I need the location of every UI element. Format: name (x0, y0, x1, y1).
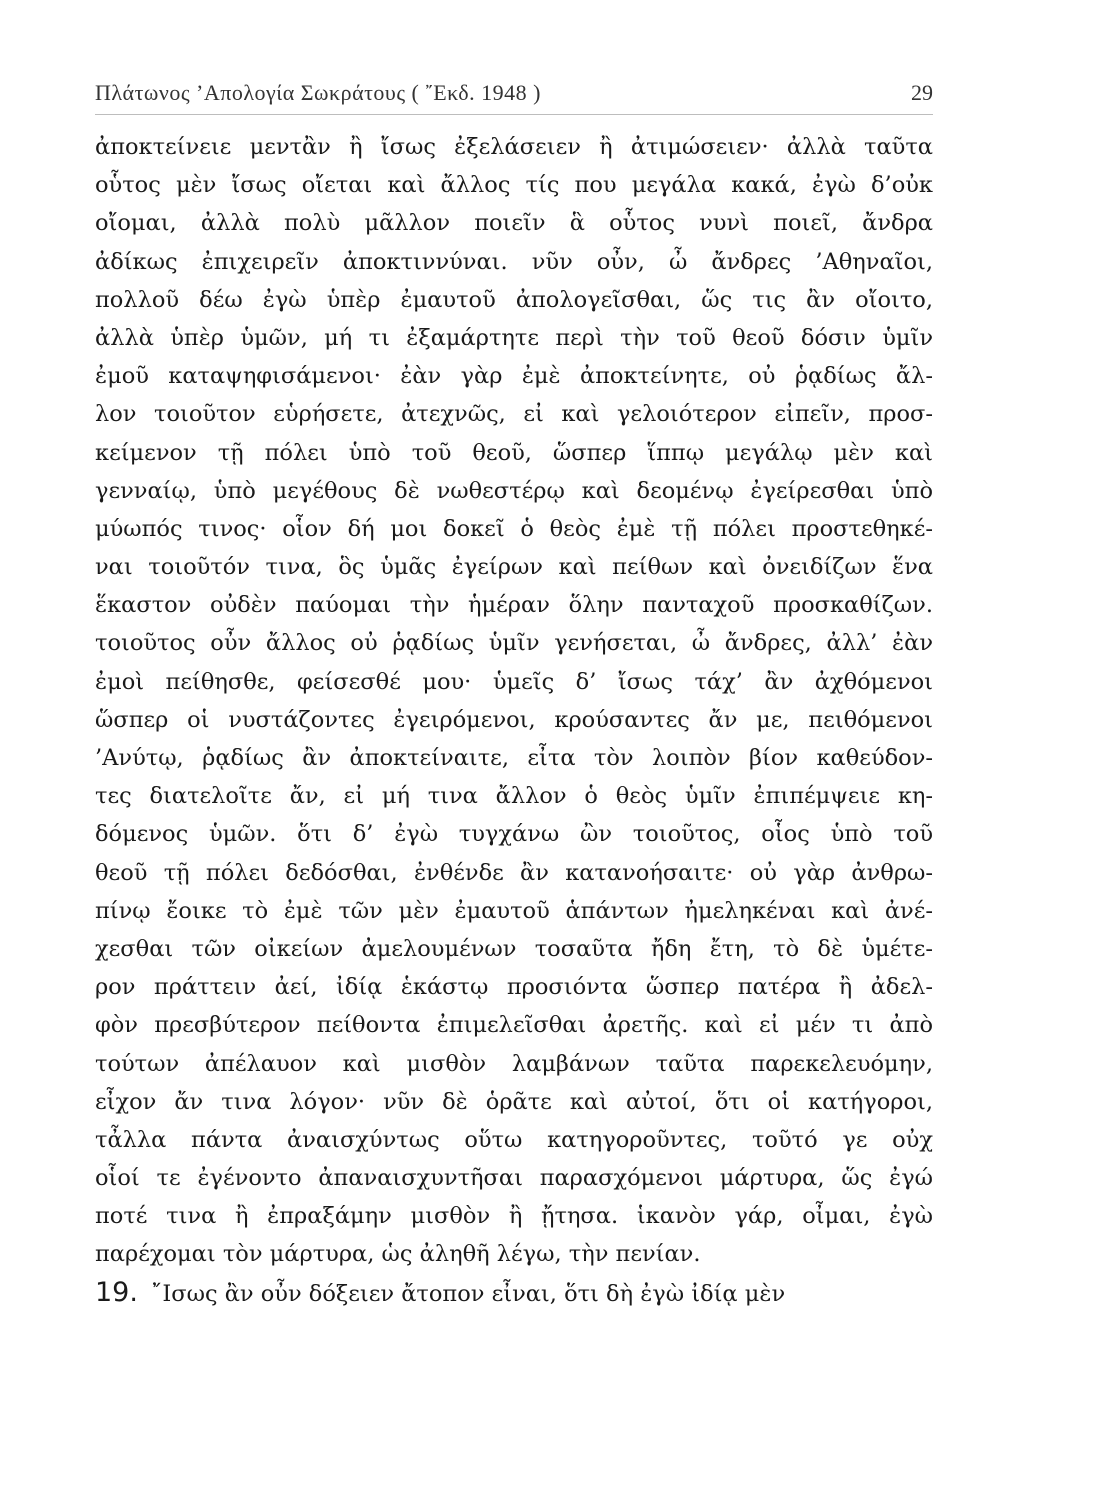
section-number: 19. (95, 1276, 138, 1308)
text-line: ἀλλὰ ὑπὲρ ὑμῶν, μή τι ἐξαμάρτητε περὶ τὴν τοῦ θεοῦ δόσιν ὑμῖν (95, 324, 933, 351)
text-line: πολλοῦ δέω ἐγὼ ὑπὲρ ἐμαυτοῦ ἀπολογεῖσθαι, ὥς τις ἂν οἴοιτο, (95, 286, 933, 313)
section-19-text: ῎Ισως ἂν οὖν δόξειεν ἄτοπον εἶναι, ὅτι δὴ ἐγὼ ἰδίᾳ μὲν (151, 1280, 786, 1307)
text-line: ναι τοιοῦτόν τινα, ὃς ὑμᾶς ἐγείρων καὶ πείθων καὶ ὀνειδίζων ἕνα (95, 554, 933, 581)
running-header (95, 74, 933, 115)
text-line: τἆλλα πάντα ἀναισχύντως οὕτω κατηγοροῦντες, τοῦτό γε οὐχ (95, 1126, 933, 1153)
text-line: κείμενον τῇ πόλει ὑπὸ τοῦ θεοῦ, ὥσπερ ἵππῳ μεγάλῳ μὲν καὶ (95, 439, 933, 466)
text-line: ρον πράττειν ἀεί, ἰδίᾳ ἑκάστῳ προσιόντα ὥσπερ πατέρα ἢ ἀδελ- (95, 974, 933, 1001)
text-line: οὗτος μὲν ἴσως οἴεται καὶ ἄλλος τίς που μεγάλα κακά, ἐγὼ δ’οὐκ (95, 172, 933, 199)
text-line: τες διατελοῖτε ἄν, εἰ μή τινα ἄλλον ὁ θεὸς ὑμῖν ἐπιπέμψειε κη- (95, 783, 933, 810)
text-line: ἀδίκως ἐπιχειρεῖν ἀποκτιννύναι. νῦν οὖν, ὦ ἄνδρες ’Αθηναῖοι, (95, 248, 933, 275)
text-line: τούτων ἀπέλαυον καὶ μισθὸν λαμβάνων ταῦτα παρεκελευόμην, (95, 1050, 933, 1077)
header-title: Πλάτωνος ’Απολογία Σωκράτους ( ῎Εκδ. 1948 ) (95, 80, 541, 105)
text-line: εἶχον ἄν τινα λόγον· νῦν δὲ ὁρᾶτε καὶ αὐτοί, ὅτι οἱ κατήγοροι, (95, 1088, 933, 1115)
text-line: ποτέ τινα ἢ ἐπραξάμην μισθὸν ἢ ᾔτησα. ἱκανὸν γάρ, οἶμαι, ἐγὼ (95, 1203, 933, 1230)
text-line: λον τοιοῦτον εὑρήσετε, ἀτεχνῶς, εἰ καὶ γελοιότερον εἰπεῖν, προσ- (95, 401, 933, 428)
text-line: φὸν πρεσβύτερον πείθοντα ἐπιμελεῖσθαι ἀρετῆς. καὶ εἰ μέν τι ἀπὸ (95, 1012, 933, 1039)
text-line: τοιοῦτος οὖν ἄλλος οὐ ῥᾳδίως ὑμῖν γενήσεται, ὦ ἄνδρες, ἀλλ’ ἐὰν (95, 630, 933, 657)
text-line: θεοῦ τῇ πόλει δεδόσθαι, ἐνθένδε ἂν κατανοήσαιτε· οὐ γὰρ ἀνθρω- (95, 859, 933, 886)
text-line: χεσθαι τῶν οἰκείων ἀμελουμένων τοσαῦτα ἤδη ἔτη, τὸ δὲ ὑμέτε- (95, 935, 933, 962)
text-line: γενναίῳ, ὑπὸ μεγέθους δὲ νωθεστέρῳ καὶ δεομένῳ ἐγείρεσθαι ὑπὸ (95, 477, 933, 504)
text-line: δόμενος ὑμῶν. ὅτι δ’ ἐγὼ τυγχάνω ὢν τοιοῦτος, οἷος ὑπὸ τοῦ (95, 821, 933, 848)
text-line: ἐμοὶ πείθησθε, φείσεσθέ μου· ὑμεῖς δ’ ἴσως τάχ’ ἂν ἀχθόμενοι (95, 668, 933, 695)
body-text (95, 128, 933, 1312)
text-line: ἕκαστον οὐδὲν παύομαι τὴν ἡμέραν ὅλην πανταχοῦ προσκαθίζων. (95, 592, 933, 619)
text-line: μύωπός τινος· οἷον δή μοι δοκεῖ ὁ θεὸς ἐμὲ τῇ πόλει προστεθηκέ- (95, 515, 933, 542)
section-19-line (95, 1274, 933, 1312)
text-line: οἴομαι, ἀλλὰ πολὺ μᾶλλον ποιεῖν ἃ οὗτος νυνὶ ποιεῖ, ἄνδρα (95, 210, 933, 237)
text-line: ’Ανύτῳ, ῥᾳδίως ἂν ἀποκτείναιτε, εἶτα τὸν λοιπὸν βίον καθεύδον- (95, 745, 933, 771)
text-line: πίνῳ ἔοικε τὸ ἐμὲ τῶν μὲν ἐμαυτοῦ ἁπάντων ἠμεληκέναι καὶ ἀνέ- (95, 897, 933, 924)
text-line: ὥσπερ οἱ νυστάζοντες ἐγειρόμενοι, κρούσαντες ἄν με, πειθόμενοι (95, 706, 933, 733)
text-line: ἐμοῦ καταψηφισάμενοι· ἐὰν γὰρ ἐμὲ ἀποκτείνητε, οὐ ῥᾳδίως ἄλ- (95, 363, 933, 390)
text-line: οἷοί τε ἐγένοντο ἀπαναισχυντῆσαι παρασχόμενοι μάρτυρα, ὥς ἐγώ (95, 1165, 933, 1192)
text-line-paragraph-end: παρέχομαι τὸν μάρτυρα, ὡς ἀληθῆ λέγω, τὴν πενίαν. (95, 1241, 701, 1268)
page-number: 29 (911, 80, 933, 105)
text-line: ἀποκτείνειε μεντἂν ἢ ἴσως ἐξελάσειεν ἢ ἀτιμώσειεν· ἀλλὰ ταῦτα (95, 134, 933, 160)
